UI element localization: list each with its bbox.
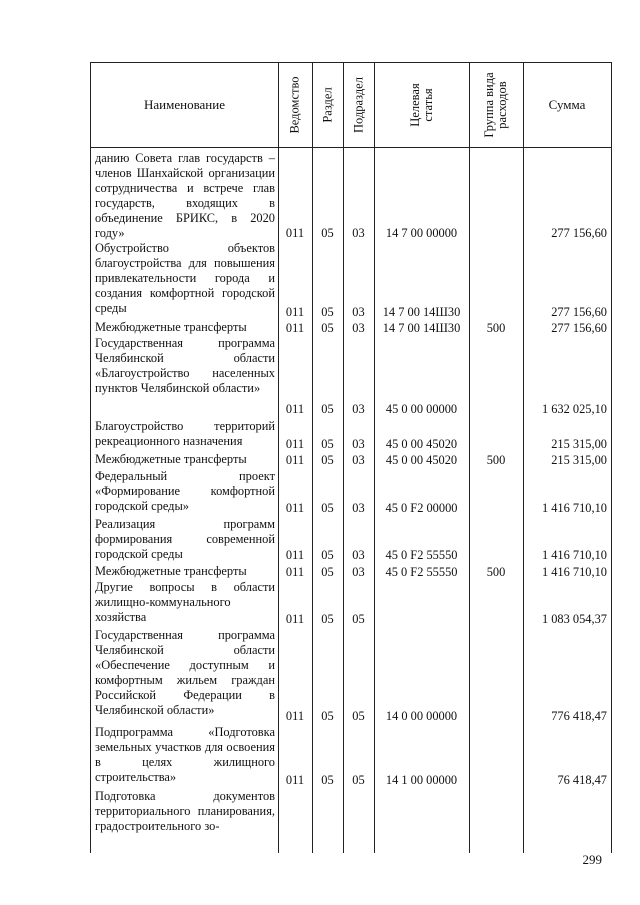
row-gruppa: 500 xyxy=(486,453,506,467)
table-row xyxy=(91,517,611,563)
row-vedomstvo: 011 xyxy=(285,402,305,416)
row-podrazdel: 05 xyxy=(352,709,365,723)
header-podrazdel: Подраздел xyxy=(351,77,365,133)
row-razdel: 05 xyxy=(321,548,334,562)
row-celevaya: 45 0 F2 55550 xyxy=(385,565,458,579)
row-summa: 1 632 025,10 xyxy=(541,402,607,416)
row-celevaya: 45 0 00 45020 xyxy=(385,453,458,467)
row-vedomstvo: 011 xyxy=(285,709,305,723)
row-razdel: 05 xyxy=(321,565,334,579)
row-summa: 277 156,60 xyxy=(551,226,607,240)
row-celevaya: 45 0 F2 00000 xyxy=(385,501,458,515)
row-vedomstvo: 011 xyxy=(285,501,305,515)
row-name: Государственная программа Челябинской области «Обеспечение доступным и комфортным жильем граждан Российской Федерации в Челябинской области» xyxy=(95,628,275,717)
row-podrazdel: 03 xyxy=(352,453,365,467)
row-summa: 1 083 054,37 xyxy=(541,612,607,626)
row-razdel: 05 xyxy=(321,773,334,787)
row-gruppa: 500 xyxy=(486,321,506,335)
row-name: Межбюджетные трансферты xyxy=(95,564,247,578)
table-row xyxy=(91,628,611,724)
row-podrazdel: 03 xyxy=(352,305,365,319)
row-name: Подпрограмма «Подготовка земельных участков для освоения в целях жилищного строительства» xyxy=(95,725,275,784)
row-summa: 277 156,60 xyxy=(551,321,607,335)
header-divider xyxy=(91,147,611,148)
budget-table xyxy=(90,62,612,853)
row-podrazdel: 03 xyxy=(352,437,365,451)
header-vedomstvo: Ведомство xyxy=(287,76,302,134)
row-celevaya: 14 0 00 00000 xyxy=(385,709,458,723)
row-podrazdel: 05 xyxy=(352,612,365,626)
table-row xyxy=(91,151,611,241)
row-vedomstvo: 011 xyxy=(285,548,305,562)
row-celevaya: 14 7 00 00000 xyxy=(385,226,458,240)
row-celevaya: 14 7 00 14Ш30 xyxy=(382,305,461,319)
row-vedomstvo: 011 xyxy=(285,305,305,319)
header-celevaya: Целевая статья xyxy=(407,83,435,127)
row-razdel: 05 xyxy=(321,709,334,723)
row-podrazdel: 03 xyxy=(352,565,365,579)
row-podrazdel: 03 xyxy=(352,402,365,416)
table-row xyxy=(91,580,611,627)
row-podrazdel: 03 xyxy=(352,548,365,562)
row-vedomstvo: 011 xyxy=(285,565,305,579)
row-name: Государственная программа Челябинской области «Благоустройство населенных пунктов Челябинской области» xyxy=(95,336,275,395)
row-name: Реализация программ формирования современной городской среды xyxy=(95,517,275,561)
table-row xyxy=(91,564,611,580)
row-summa: 1 416 710,10 xyxy=(541,548,607,562)
table-row xyxy=(91,452,611,468)
header-razdel: Раздел xyxy=(320,87,334,123)
row-celevaya: 14 7 00 14Ш30 xyxy=(382,321,461,335)
row-podrazdel: 03 xyxy=(352,321,365,335)
table-row xyxy=(91,320,611,336)
row-vedomstvo: 011 xyxy=(285,437,305,451)
row-podrazdel: 03 xyxy=(352,226,365,240)
row-razdel: 05 xyxy=(321,453,334,467)
row-vedomstvo: 011 xyxy=(285,453,305,467)
row-razdel: 05 xyxy=(321,226,334,240)
table-row xyxy=(91,336,611,417)
row-summa: 277 156,60 xyxy=(551,305,607,319)
row-razdel: 05 xyxy=(321,402,334,416)
row-name: Межбюджетные трансферты xyxy=(95,320,247,334)
table-row xyxy=(91,469,611,516)
row-summa: 1 416 710,10 xyxy=(541,565,607,579)
row-podrazdel: 05 xyxy=(352,773,365,787)
row-vedomstvo: 011 xyxy=(285,773,305,787)
row-summa: 76 418,47 xyxy=(557,773,607,787)
row-name: Обустройство объектов благоустройства для повышения привлекательности города и создания комфортной городской среды xyxy=(95,241,275,315)
header-summa: Сумма xyxy=(548,97,586,112)
row-gruppa: 500 xyxy=(486,565,506,579)
table-row xyxy=(91,725,611,788)
row-name: данию Совета глав государств – членов Шанхайской организации сотрудничества и встрече глав государств, входящих в объединение БРИКС, в 2020 году» xyxy=(95,151,275,240)
row-summa: 215 315,00 xyxy=(551,437,607,451)
row-razdel: 05 xyxy=(321,437,334,451)
row-vedomstvo: 011 xyxy=(285,226,305,240)
row-name: Подготовка документов территориального планирования, градостроительного зо- xyxy=(95,789,275,833)
row-razdel: 05 xyxy=(321,321,334,335)
row-podrazdel: 03 xyxy=(352,501,365,515)
header-name: Наименование xyxy=(144,97,225,112)
row-summa: 1 416 710,10 xyxy=(541,501,607,515)
row-celevaya: 14 1 00 00000 xyxy=(385,773,458,787)
header-gruppa: Группа вида расходов xyxy=(482,72,509,138)
table-row xyxy=(91,789,611,851)
row-razdel: 05 xyxy=(321,612,334,626)
row-vedomstvo: 011 xyxy=(285,612,305,626)
row-razdel: 05 xyxy=(321,501,334,515)
row-celevaya: 45 0 00 45020 xyxy=(385,437,458,451)
table-row xyxy=(91,419,611,452)
page-number: 299 xyxy=(582,852,602,867)
row-summa: 215 315,00 xyxy=(551,453,607,467)
row-celevaya: 45 0 00 00000 xyxy=(385,402,458,416)
row-vedomstvo: 011 xyxy=(285,321,305,335)
row-name: Другие вопросы в области жилищно-коммунального хозяйства xyxy=(95,580,275,624)
table-row xyxy=(91,241,611,320)
row-summa: 776 418,47 xyxy=(551,709,607,723)
row-name: Межбюджетные трансферты xyxy=(95,452,247,466)
row-razdel: 05 xyxy=(321,305,334,319)
row-name: Благоустройство территорий рекреационного назначения xyxy=(95,419,275,448)
row-celevaya: 45 0 F2 55550 xyxy=(385,548,458,562)
row-name: Федеральный проект «Формирование комфортной городской среды» xyxy=(95,469,275,513)
